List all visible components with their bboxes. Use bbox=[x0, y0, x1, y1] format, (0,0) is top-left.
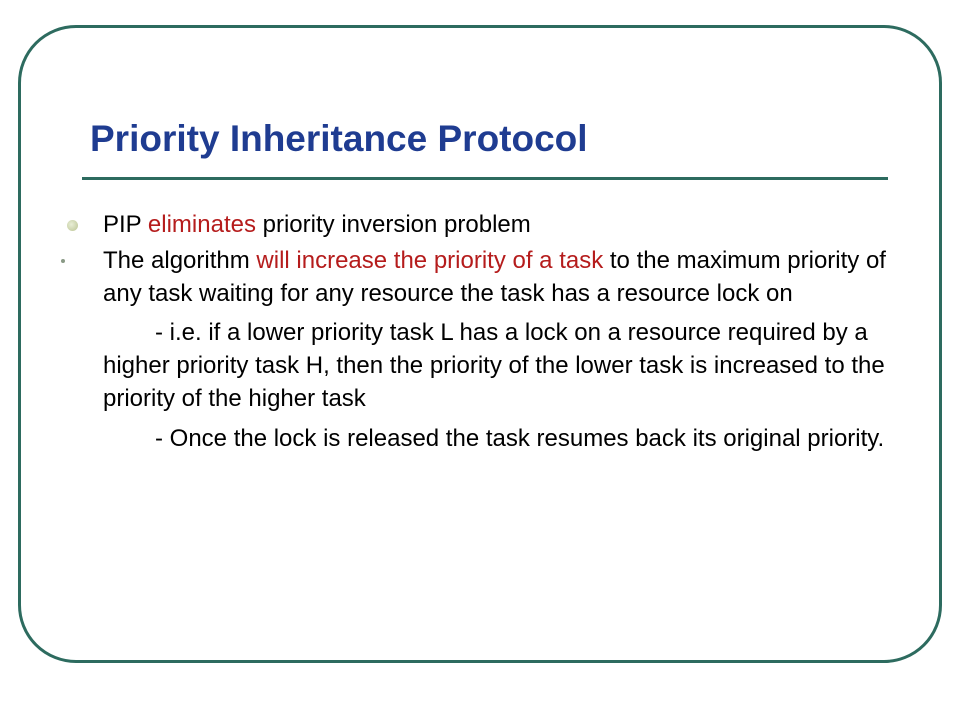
bullet-text-highlight: will increase the priority of a task bbox=[256, 247, 604, 274]
bullet-item-algorithm bbox=[103, 244, 903, 310]
small-bullet-dot-icon bbox=[61, 259, 65, 263]
note-text: - Once the lock is released the task resumes back its original priority. bbox=[155, 425, 885, 452]
note-text: - i.e. if a lower priority task L has a lock on a resource required by a higher priority task H, then the priority of the lower task is increased to the priority of the higher task bbox=[103, 319, 885, 412]
bullet-dot-icon bbox=[67, 220, 78, 231]
bullet-text-highlight: eliminates bbox=[147, 211, 256, 238]
bullet-text-after: to the maximum priority of any task waiting for any resource the task has a resource lock on bbox=[103, 247, 886, 307]
slide-body bbox=[103, 208, 903, 462]
bullet-text-after: priority inversion problem bbox=[255, 211, 531, 238]
slide-title: Priority Inheritance Protocol bbox=[90, 118, 588, 159]
bullet-text-before: The algorithm bbox=[103, 247, 257, 274]
note-paragraph-release bbox=[103, 422, 903, 455]
bullet-item-pip bbox=[103, 208, 903, 241]
bullet-text-before: PIP bbox=[103, 211, 148, 238]
title-underline bbox=[82, 177, 888, 180]
note-paragraph-example bbox=[103, 316, 903, 415]
